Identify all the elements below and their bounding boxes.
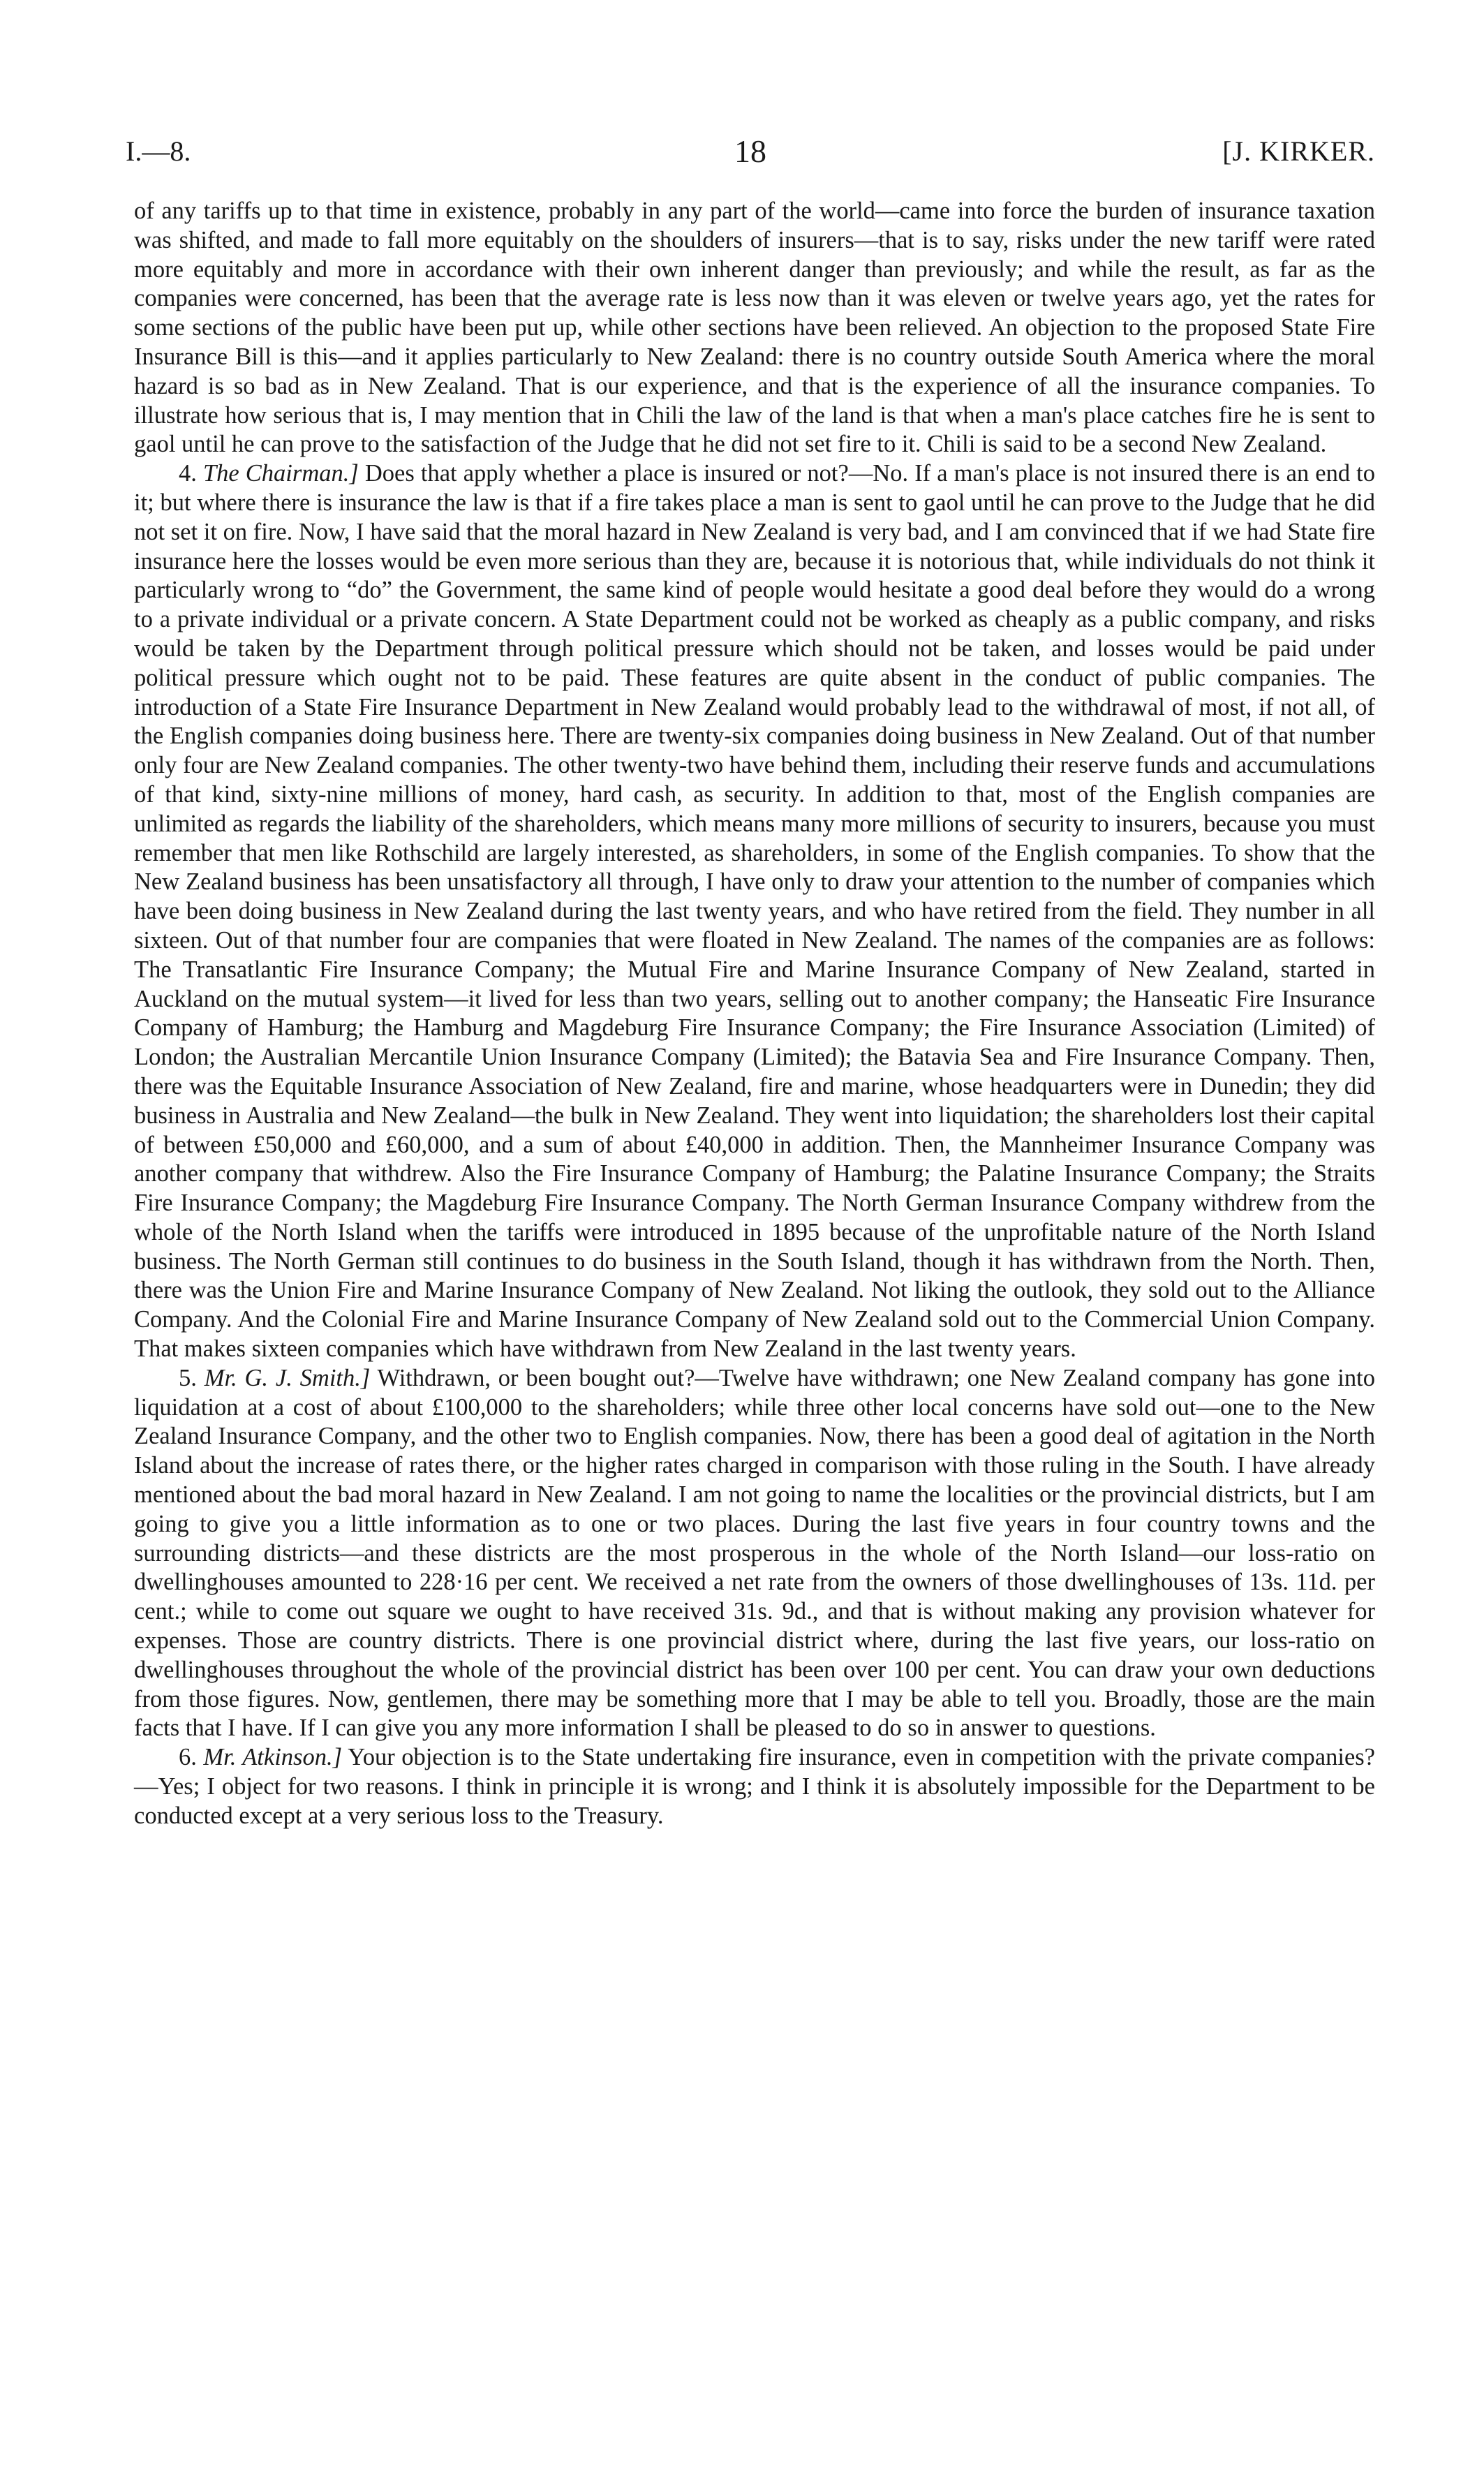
page-body (134, 197, 1375, 1831)
paper-reference: I.—8. (126, 135, 191, 167)
speaker-name: Mr. Atkinson.] (203, 1744, 343, 1771)
paragraph-text: Withdrawn, or been bought out?—Twelve have withdrawn; one New Zealand company has gone into liquidation at a cost of about £100,000 to the shareholders; while three other local concerns have sold out—one to the New Zealand Insurance Company, and the other two to English companies. Now, there has been a good deal of agitation in the North Island about the increase of rates there, or the higher rates charged in comparison with those ruling in the South. I have already mentioned about the bad moral hazard in New Zealand. I am not going to name the localities or the provincial districts, but I am going to give you a little information as to one or two places. During the last five years in four country towns and the surrounding districts—and these districts are the most prosperous in the whole of the North Island—our loss-ratio on dwellinghouses amounted to 228·16 per cent. We received a net rate from the owners of those dwellinghouses of 13s. 11d. per cent.; while to come out square we ought to have received 31s. 9d., and that is without making any provision whatever for expenses. Those are country districts. There is one provincial district where, during the last five years, our loss-ratio on dwellinghouses throughout the whole of the provincial district has been over 100 per cent. You can draw your own deductions from those figures. Now, gentlemen, there may be something more that I may be able to tell you. Broadly, those are the main facts that I have. If I can give you any more information I shall be pleased to do so in answer to questions. (134, 1364, 1375, 1742)
speaker-name: The Chairman.] (202, 460, 359, 487)
question-paragraph-4 (134, 459, 1375, 1364)
paragraph-text: Your objection is to the State undertaking fire insurance, even in competition with the private companies?—Yes; I object for two reasons. I think in principle it is wrong; and I think it is absolutely impossible for the Department to be conducted except at a very serious loss to the Treasury. (134, 1744, 1375, 1829)
question-paragraph-5 (134, 1364, 1375, 1743)
witness-name: [J. KIRKER. (1222, 135, 1375, 167)
speaker-name: Mr. G. J. Smith.] (204, 1364, 371, 1391)
question-number: 4. (179, 460, 197, 487)
question-number: 5. (179, 1364, 197, 1391)
page-number: 18 (734, 133, 766, 169)
paragraph-continuation (134, 197, 1375, 459)
paragraph-text: Does that apply whether a place is insured or not?—No. If a man's place is not insured there is an end to it; but where there is insurance the law is that if a fire takes place a man is sent to gaol until he can prove to the Judge that he did not set it on fire. Now, I have said that the moral hazard in New Zealand is very bad, and I am convinced that if we had State fire insurance here the losses would be even more serious than they are, because it is notorious that, while individuals do not think it particularly wrong to “do” the Government, the same kind of people would hesitate a good deal before they would do a wrong to a private individual or a private concern. A State Department could not be worked as cheaply as a public company, and risks would be taken by the Department through political pressure which should not be taken, and losses would be paid under political pressure which ought not to be paid. These features are quite absent in the conduct of public companies. The introduction of a State Fire Insurance Department in New Zealand would probably lead to the withdrawal of most, if not all, of the English companies doing business here. There are twenty-six companies doing business in New Zealand. Out of that number only four are New Zealand companies. The other twenty-two have behind them, including their reserve funds and accumulations of that kind, sixty-nine millions of money, hard cash, as security. In addition to that, most of the English companies are unlimited as regards the liability of the shareholders, which means many more millions of security to insurers, because you must remember that men like Rothschild are largely interested, as shareholders, in some of the English companies. To show that the New Zealand business has been unsatisfactory all through, I have only to draw your attention to the number of companies which have been doing business in New Zealand during the last twenty years, and who have retired from the field. They number in all sixteen. Out of that number four are companies that were floated in New Zealand. The names of the companies are as follows: The Transatlantic Fire Insurance Company; the Mutual Fire and Marine Insurance Company of New Zealand, started in Auckland on the mutual system—it lived for less than two years, selling out to another company; the Hanseatic Fire Insurance Company of Hamburg; the Hamburg and Magdeburg Fire Insurance Company; the Fire Insurance Association (Limited) of London; the Australian Mercantile Union Insurance Company (Limited); the Batavia Sea and Fire Insurance Company. Then, there was the Equitable Insurance Association of New Zealand, fire and marine, whose headquarters were in Dunedin; they did business in Australia and New Zealand—the bulk in New Zealand. They went into liquidation; the shareholders lost their capital of between £50,000 and £60,000, and a sum of about £40,000 in addition. Then, the Mannheimer Insurance Company was another company that withdrew. Also the Fire Insurance Company of Hamburg; the Palatine Insurance Company; the Straits Fire Insurance Company; the Magdeburg Fire Insurance Company. The North German Insurance Company withdrew from the whole of the North Island when the tariffs were introduced in 1895 because of the unprofitable nature of the North Island business. The North German still continues to do business in the South Island, though it has withdrawn from the North. Then, there was the Union Fire and Marine Insurance Company of New Zealand. Not liking the outlook, they sold out to the Alliance Company. And the Colonial Fire and Marine Insurance Company of New Zealand sold out to the Commercial Union Company. That makes sixteen companies which have withdrawn from New Zealand in the last twenty years. (134, 460, 1376, 1363)
question-number: 6. (179, 1744, 197, 1771)
page-header (126, 134, 1375, 183)
question-paragraph-6 (134, 1743, 1375, 1830)
paragraph-text: of any tariffs up to that time in existence, probably in any part of the world—came into force the burden of insurance taxation was shifted, and made to fall more equitably on the shoulders of insurers—that is to say, risks under the new tariff were rated more equitably and more in accordance with their own inherent danger than previously; and while the result, as far as the companies were concerned, has been that the average rate is less now than it was eleven or twelve years ago, yet the rates for some sections of the public have been put up, while other sections have been relieved. An objection to the proposed State Fire Insurance Bill is this—and it applies particularly to New Zealand: there is no country outside South America where the moral hazard is so bad as in New Zealand. That is our experience, and that is the experience of all the insurance companies. To illustrate how serious that is, I may mention that in Chili the law of the land is that when a man's place catches fire he is sent to gaol until he can prove to the satisfaction of the Judge that he did not set fire to it. Chili is said to be a second New Zealand. (134, 198, 1375, 458)
